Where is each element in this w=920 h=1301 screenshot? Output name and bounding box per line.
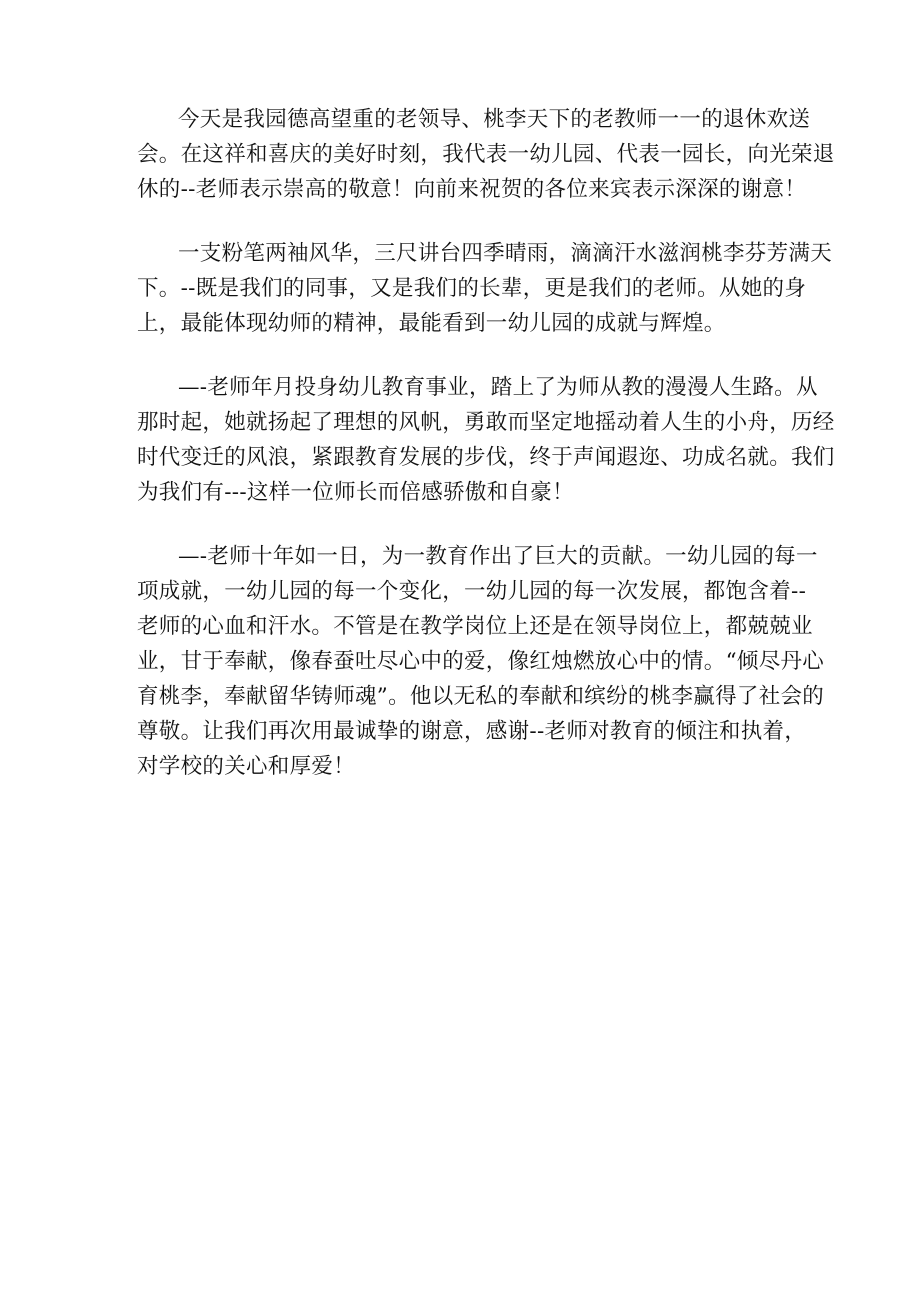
text-line: 业，甘于奉献，像春蚕吐尽心中的爱，像红烛燃放心中的情。“倾尽丹心: [137, 649, 825, 674]
text-line: 对学校的关心和厚爱！: [137, 754, 356, 779]
paragraph-2: [137, 236, 833, 341]
text-line: 老师的心血和汗水。不管是在教学岗位上还是在领导岗位上，都兢兢业: [137, 614, 813, 639]
text-line: 时代变迁的风浪，紧跟教育发展的步伐，终于声闻遐迩、功成名就。我们: [137, 445, 835, 470]
paragraph-4: [137, 539, 825, 784]
text-line: 尊敬。让我们再次用最诚挚的谢意，感谢--老师对教育的倾注和执着，: [137, 719, 807, 744]
text-line: 今天是我园德高望重的老领导、桃李天下的老教师一一的退休欢送: [178, 107, 811, 132]
text-line: 上，最能体现幼师的精神，最能看到一幼儿园的成就与辉煌。: [137, 311, 726, 336]
paragraph-3: [137, 370, 835, 510]
text-line: 休的--老师表示崇高的敬意！向前来祝贺的各位来宾表示深深的谢意！: [137, 177, 807, 202]
paragraph-1: [137, 102, 835, 207]
text-line: 会。在这祥和喜庆的美好时刻，我代表一幼儿园、代表一园长，向光荣退: [137, 142, 835, 167]
text-line: 育桃李，奉献留华铸师魂”。他以无私的奉献和缤纷的桃李赢得了社会的: [137, 684, 825, 709]
text-line: 那时起，她就扬起了理想的风帆，勇敢而坚定地摇动着人生的小舟，历经: [137, 410, 835, 435]
text-line: 一支粉笔两袖风华，三尺讲台四季晴雨，滴滴汗水滋润桃李芬芳满天: [178, 241, 833, 266]
text-line: 下。--既是我们的同事，又是我们的长辈，更是我们的老师。从她的身: [137, 276, 807, 301]
text-line: 为我们有---这样一位师长而倍感骄傲和自豪！: [137, 480, 574, 505]
document-body: [137, 102, 835, 813]
text-line: —-老师十年如一日，为一教育作出了巨大的贡献。一幼儿园的每一: [178, 544, 818, 569]
text-line: 项成就，一幼儿园的每一个变化，一幼儿园的每一次发展，都饱含着--: [137, 579, 807, 604]
text-line: —-老师年月投身幼儿教育事业，踏上了为师从教的漫漫人生路。从: [178, 375, 818, 400]
